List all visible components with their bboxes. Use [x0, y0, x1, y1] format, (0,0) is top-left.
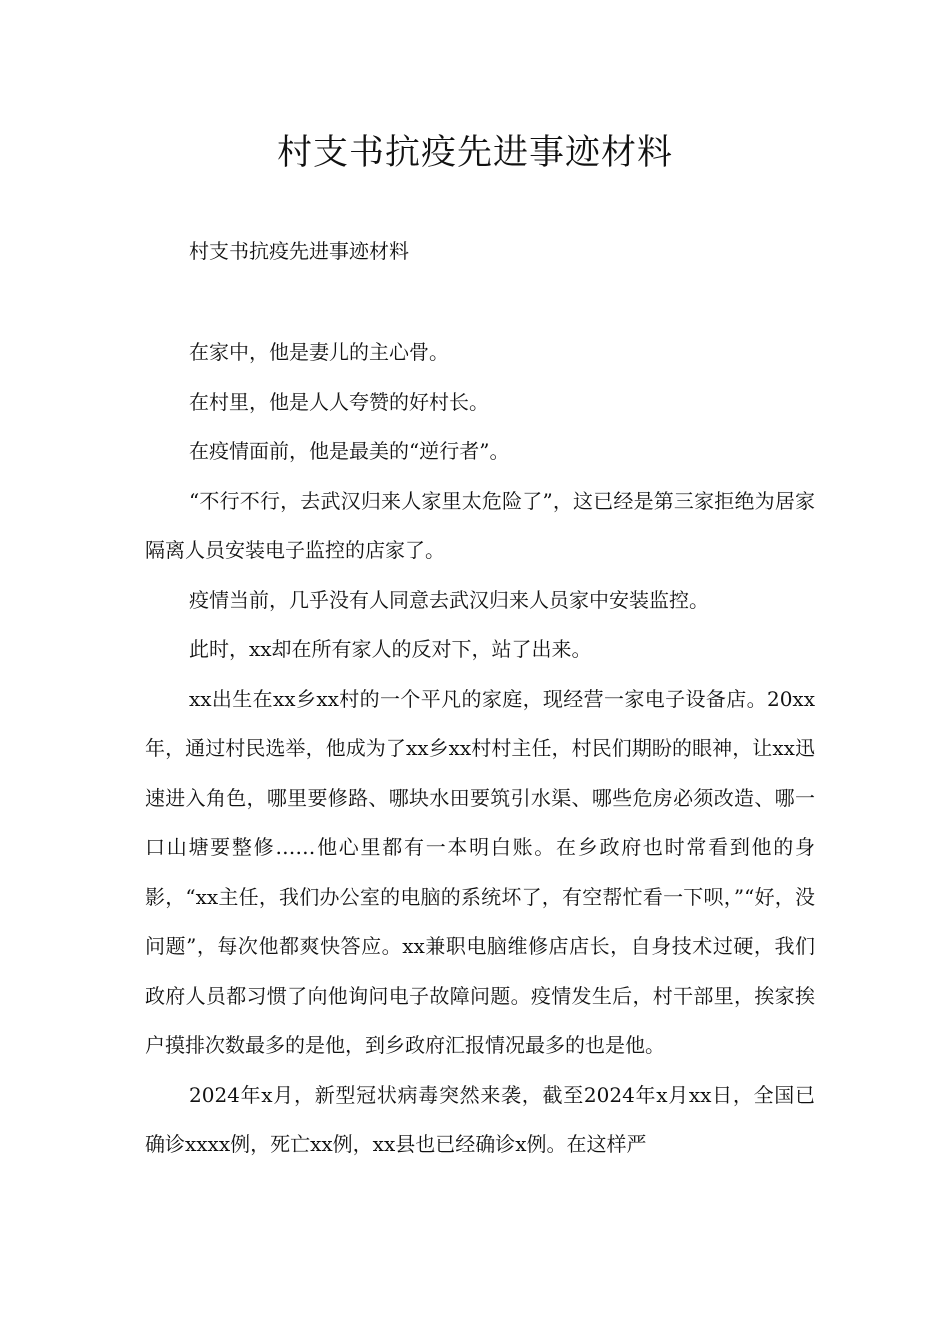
document-title: 村支书抗疫先进事迹材料	[276, 133, 673, 173]
paragraph: 此时，xx却在所有家人的反对下，站了出来。	[189, 637, 592, 661]
paragraph: “不行不行，去武汉归来人家里太危险了”，这已经是第三家拒绝为居家隔离人员安装电子监控的店家了。	[145, 488, 815, 562]
document-subtitle: 村支书抗疫先进事迹材料	[189, 239, 409, 263]
paragraph: xx出生在xx乡xx村的一个平凡的家庭，现经营一家电子设备店。20xx年，通过村民选举，他成为了xx乡xx村村主任，村民们期盼的眼神，让xx迅速进入角色，哪里要修路、哪块水田要筑引水渠、哪些危房必须改造、哪一口山塘要整修……他心里都有一本明白账。在乡政府也时常看到他的身影，“xx主任，我们办公室的电脑的系统坏了，有空帮忙看一下呗，”“好，没问题”，每次他都爽快答应。xx兼职电脑维修店店长，自身技术过硬，我们政府人员都习惯了向他询问电子故障问题。疫情发生后，村干部里，挨家挨户摸排次数最多的是他，到乡政府汇报情况最多的也是他。	[145, 686, 815, 1057]
document-body	[145, 328, 815, 1170]
paragraph: 在疫情面前，他是最美的“逆行者”。	[189, 439, 510, 463]
paragraph: 在家中，他是妻儿的主心骨。	[189, 340, 449, 364]
paragraph: 2024年x月，新型冠状病毒突然来袭，截至2024年x月xx日，全国已确诊xxxx例，死亡xx例，xx县也已经确诊x例。在这样严	[145, 1082, 815, 1156]
paragraph: 疫情当前，几乎没有人同意去武汉归来人员家中安装监控。	[189, 587, 709, 612]
paragraph: 在村里，他是人人夸赞的好村长。	[189, 389, 489, 414]
